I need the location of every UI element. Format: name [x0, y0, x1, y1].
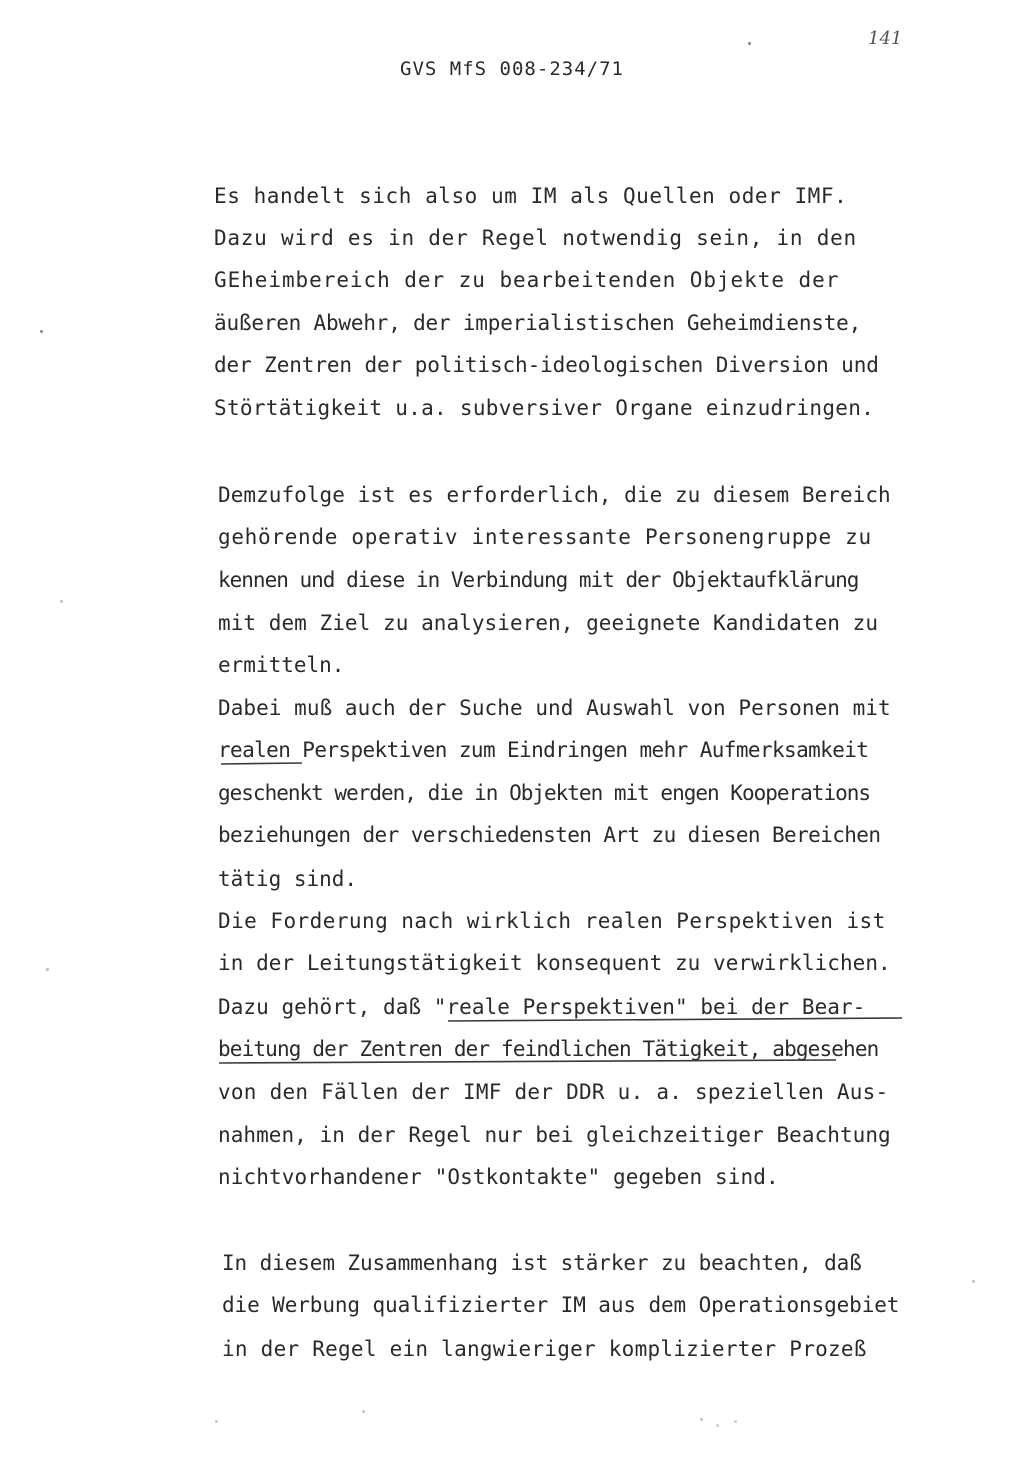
text-line: Demzufolge ist es erforderlich, die zu diesem Bereich — [218, 483, 891, 507]
text-line: nichtvorhandener "Ostkontakte" gegeben sind. — [218, 1165, 779, 1189]
text-line: in der Regel ein langwieriger komplizierter Prozeß — [222, 1337, 867, 1361]
scan-speck — [215, 1420, 218, 1423]
text-line: In diesem Zusammenhang ist stärker zu beachten, daß — [222, 1251, 862, 1275]
text-line: kennen und diese in Verbindung mit der Objektaufklärung — [218, 568, 859, 592]
page-number: 141 — [868, 28, 903, 49]
text-line: Dazu gehört, daß "reale Perspektiven" bei der Bear- — [218, 995, 866, 1019]
scan-speck — [716, 1424, 719, 1427]
text-line: die Werbung qualifizierter IM aus dem Operationsgebiet — [222, 1293, 900, 1317]
text-line: von den Fällen der IMF der DDR u. a. speziellen Aus- — [218, 1080, 889, 1104]
underline-mark — [221, 763, 302, 764]
text-line: nahmen, in der Regel nur bei gleichzeitiger Beachtung — [218, 1123, 891, 1147]
document-reference: GVS MfS 008-234/71 — [400, 58, 624, 80]
text-line: mit dem Ziel zu analysieren, geeignete Kandidaten zu — [218, 611, 879, 635]
text-line: Es handelt sich also um IM als Quellen oder IMF. — [214, 184, 848, 208]
text-line: realen Perspektiven zum Eindringen mehr Aufmerksamkeit — [218, 738, 869, 762]
text-line: gehörende operativ interessante Personengruppe zu — [218, 525, 872, 549]
text-line: äußeren Abwehr, der imperialistischen Geheimdienste, — [214, 311, 862, 335]
scan-speck — [700, 1418, 703, 1421]
text-line: geschenkt werden, die in Objekten mit engen Kooperations — [218, 781, 871, 805]
text-line: beziehungen der verschiedensten Art zu diesen Bereichen — [218, 823, 881, 847]
text-line: Die Forderung nach wirklich realen Perspektiven ist — [218, 909, 886, 933]
scan-speck — [362, 1410, 365, 1413]
text-line: Dabei muß auch der Suche und Auswahl von Personen mit — [218, 696, 891, 720]
text-line: in der Leitungstätigkeit konsequent zu verwirklichen. — [218, 951, 891, 975]
scan-speck — [46, 968, 49, 971]
text-line: beitung der Zentren der feindlichen Tätigkeit, abgesehen — [218, 1037, 879, 1061]
text-line: ermitteln. — [218, 653, 345, 677]
text-line: der Zentren der politisch-ideologischen Diversion und — [214, 353, 879, 377]
scan-speck — [972, 1280, 975, 1283]
text-line: Dazu wird es in der Regel notwendig sein, in den — [214, 226, 857, 250]
text-line: tätig sind. — [218, 867, 358, 891]
scan-speck — [748, 42, 751, 45]
text-line: Störtätigkeit u.a. subversiver Organe einzudringen. — [214, 396, 875, 420]
text-line: GEheimbereich der zu bearbeitenden Objekte der — [214, 268, 840, 292]
scan-speck — [60, 600, 63, 603]
scan-speck — [734, 1420, 737, 1423]
scan-speck — [40, 330, 43, 333]
